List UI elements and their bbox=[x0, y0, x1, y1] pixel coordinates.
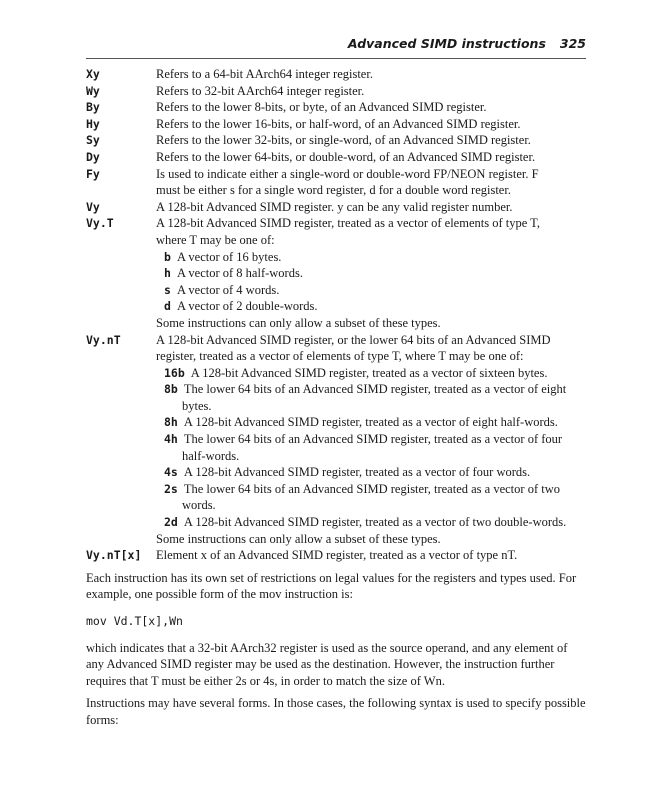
definition-row bbox=[86, 215, 586, 331]
definition-row bbox=[86, 116, 586, 133]
definition-line: Is used to indicate either a single-word or double-word FP/NEON register. F bbox=[156, 166, 539, 181]
type-subitem bbox=[156, 282, 586, 299]
type-description: A 128-bit Advanced SIMD register, treated as a vector of two double-words. bbox=[183, 515, 567, 530]
definition-term: Hy bbox=[86, 116, 100, 131]
definition-text bbox=[156, 99, 586, 116]
type-description: A 128-bit Advanced SIMD register, treated as a vector of eight half-words. bbox=[183, 415, 558, 430]
type-description: A 128-bit Advanced SIMD register, treated as a vector of four words. bbox=[183, 465, 531, 480]
type-code: 4h bbox=[164, 432, 178, 447]
definition-row bbox=[86, 166, 586, 199]
definition-line: Refers to the lower 8-bits, or byte, of an Advanced SIMD register. bbox=[156, 100, 487, 115]
paragraph-forms: Instructions may have several forms. In those cases, the following syntax is used to specify possible forms: bbox=[86, 696, 586, 727]
definition-line: register, treated as a vector of elements of type T, where T may be one of: bbox=[156, 349, 524, 364]
type-subitem bbox=[156, 265, 586, 282]
definition-text bbox=[156, 199, 586, 216]
definition-text bbox=[156, 116, 586, 133]
definition-line: Refers to a 64-bit AArch64 integer register. bbox=[156, 67, 373, 81]
definition-term: Vy.nT bbox=[86, 332, 121, 347]
type-description: The lower 64 bits of an Advanced SIMD register, treated as a vector of two words. bbox=[182, 481, 560, 513]
definition-line: Refers to the lower 16-bits, or half-word, of an Advanced SIMD register. bbox=[156, 116, 521, 131]
definition-term: Dy bbox=[86, 149, 100, 164]
definition-term: By bbox=[86, 100, 100, 115]
definition-list bbox=[86, 66, 586, 564]
definition-line: Refers to the lower 64-bits, or double-word, of an Advanced SIMD register. bbox=[156, 149, 536, 164]
definition-term: Xy bbox=[86, 67, 100, 81]
type-code: s bbox=[164, 282, 171, 297]
subset-note: Some instructions can only allow a subset of these types. bbox=[156, 315, 441, 330]
page-number: 325 bbox=[559, 36, 586, 51]
type-description: A vector of 4 words. bbox=[176, 282, 280, 297]
type-description: The lower 64 bits of an Advanced SIMD register, treated as a vector of four half-words. bbox=[182, 432, 563, 463]
definition-text bbox=[156, 215, 586, 331]
definition-text bbox=[156, 332, 586, 548]
definition-line: A 128-bit Advanced SIMD register, treated as a vector of elements of type T, bbox=[156, 216, 540, 231]
type-description: A 128-bit Advanced SIMD register, treated as a vector of sixteen bytes. bbox=[190, 365, 548, 380]
definition-row bbox=[86, 199, 586, 216]
type-description: A vector of 8 half-words. bbox=[176, 266, 303, 281]
definition-line: Element x of an Advanced SIMD register, treated as a vector of type nT. bbox=[156, 548, 518, 563]
type-subitem bbox=[156, 365, 586, 382]
type-code: d bbox=[164, 299, 171, 314]
type-description: The lower 64 bits of an Advanced SIMD register, treated as a vector of eight bytes. bbox=[182, 382, 567, 413]
definition-term: Sy bbox=[86, 133, 100, 148]
type-code: 8h bbox=[164, 415, 178, 430]
definition-row bbox=[86, 132, 586, 149]
header-rule bbox=[86, 58, 586, 59]
type-code: 8b bbox=[164, 382, 178, 397]
definition-term: Vy.T bbox=[86, 216, 114, 231]
definition-text bbox=[156, 166, 586, 199]
definition-row bbox=[86, 83, 586, 100]
definition-line: A 128-bit Advanced SIMD register, or the lower 64 bits of an Advanced SIMD bbox=[156, 332, 551, 347]
code-example: mov Vd.T[x],Wn bbox=[86, 614, 183, 628]
type-subitem bbox=[156, 431, 586, 464]
definition-term: Wy bbox=[86, 83, 100, 98]
type-description: A vector of 16 bytes. bbox=[176, 249, 282, 264]
definition-line: Refers to 32-bit AArch64 integer register. bbox=[156, 83, 365, 98]
definition-text bbox=[156, 83, 586, 100]
definition-text bbox=[156, 66, 586, 83]
definition-row bbox=[86, 66, 586, 83]
type-subitem bbox=[156, 414, 586, 431]
type-code: 2s bbox=[164, 481, 178, 496]
type-code: h bbox=[164, 266, 171, 281]
definition-row bbox=[86, 547, 586, 564]
type-description: A vector of 2 double-words. bbox=[176, 299, 318, 314]
type-subitem bbox=[156, 481, 586, 514]
type-subitem bbox=[156, 298, 586, 315]
type-subitem bbox=[156, 381, 586, 414]
paragraph-restrictions: Each instruction has its own set of restrictions on legal values for the registers and types used. For example, one possible form of the mov instruction is: bbox=[86, 570, 577, 602]
page-body bbox=[86, 66, 586, 729]
paragraph-explanation: which indicates that a 32-bit AArch32 register is used as the source operand, and any element of any Advanced SIMD register may be used as the destination. However, the instruction further requires that T must be either 2s or 4s, in order to match the size of Wn. bbox=[86, 640, 568, 688]
type-subitem bbox=[156, 464, 586, 481]
type-code: b bbox=[164, 249, 171, 264]
subset-note: Some instructions can only allow a subset of these types. bbox=[156, 531, 441, 546]
type-subitem bbox=[156, 249, 586, 266]
definition-row bbox=[86, 99, 586, 116]
definition-line: Refers to the lower 32-bits, or single-word, of an Advanced SIMD register. bbox=[156, 133, 531, 148]
definition-line: where T may be one of: bbox=[156, 232, 275, 247]
type-code: 16b bbox=[164, 365, 185, 380]
definition-line: must be either s for a single word register, d for a double word register. bbox=[156, 183, 511, 198]
definition-row bbox=[86, 149, 586, 166]
type-subitem bbox=[156, 514, 586, 531]
chapter-title: Advanced SIMD instructions bbox=[347, 36, 546, 51]
definition-text bbox=[156, 149, 586, 166]
definition-term: Vy.nT[x] bbox=[86, 548, 142, 563]
type-code: 2d bbox=[164, 515, 178, 530]
type-code: 4s bbox=[164, 465, 178, 480]
definition-term: Fy bbox=[86, 166, 100, 181]
definition-term: Vy bbox=[86, 199, 100, 214]
definition-text bbox=[156, 132, 586, 149]
definition-row bbox=[86, 332, 586, 548]
definition-line: A 128-bit Advanced SIMD register. y can be any valid register number. bbox=[156, 199, 513, 214]
running-header bbox=[86, 36, 586, 56]
definition-text bbox=[156, 547, 586, 564]
